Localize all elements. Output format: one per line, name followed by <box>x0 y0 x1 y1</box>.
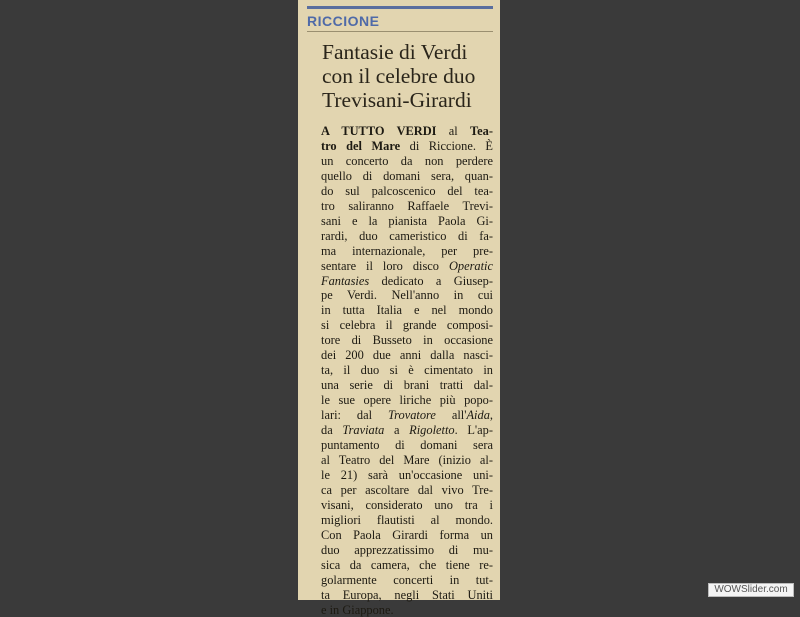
article-line <box>321 408 493 423</box>
article-line <box>321 363 493 378</box>
text-run: ca per ascoltare dal vivo Tre- <box>321 483 493 497</box>
bold-text: Tea- <box>470 124 493 138</box>
text-run: da <box>321 423 342 437</box>
text-run: visani, considerato uno tra i <box>321 498 493 512</box>
article-line <box>321 154 493 169</box>
bold-text: tro del Mare <box>321 139 400 153</box>
text-run: do sul palcoscenico del tea- <box>321 184 493 198</box>
headline-line: Fantasie di Verdi <box>322 40 493 64</box>
article-line <box>321 543 493 558</box>
article-line <box>321 498 493 513</box>
text-run: golarmente concerti in tut- <box>321 573 493 587</box>
article-line <box>321 229 493 244</box>
text-run: ma internazionale, per pre- <box>321 244 493 258</box>
text-run: migliori flautisti al mondo. <box>321 513 493 527</box>
text-run: duo apprezzatissimo di mu- <box>321 543 493 557</box>
article-line <box>321 453 493 468</box>
article-line <box>321 573 493 588</box>
text-run: sentare il loro disco <box>321 259 449 273</box>
article-line <box>321 244 493 259</box>
headline-line: con il celebre duo <box>322 64 493 88</box>
article-line <box>321 558 493 573</box>
text-run: ta Europa, negli Stati Uniti <box>321 588 493 602</box>
headline-line: Trevisani-Girardi <box>322 88 493 112</box>
text-run: sica da camera, che tiene re- <box>321 558 493 572</box>
bold-text: A TUTTO VERDI <box>321 124 437 138</box>
article-line <box>321 139 493 154</box>
article-line <box>321 124 493 139</box>
article-line <box>321 468 493 483</box>
text-run: di Riccione. È <box>400 139 493 153</box>
article-line <box>321 318 493 333</box>
text-run: pe Verdi. Nell'anno in cui <box>321 288 493 302</box>
text-run: Con Paola Girardi forma un <box>321 528 493 542</box>
article-line <box>321 333 493 348</box>
article-line <box>321 274 493 289</box>
top-rule <box>307 6 493 9</box>
watermark: WOWSlider.com <box>708 583 794 597</box>
text-run: al <box>437 124 471 138</box>
italic-text: Rigoletto <box>409 423 454 437</box>
article-line <box>321 348 493 363</box>
article-body <box>321 124 493 617</box>
text-run: rardi, duo cameristico di fa- <box>321 229 493 243</box>
italic-text: Traviata <box>342 423 384 437</box>
headline <box>322 40 493 112</box>
text-run: e in Giappone. <box>321 603 394 617</box>
text-run: tore di Busseto in occasione <box>321 333 493 347</box>
text-run: ta, il duo si è cimentato in <box>321 363 493 377</box>
article-line <box>321 214 493 229</box>
article-line <box>321 378 493 393</box>
article-line <box>321 169 493 184</box>
text-run: si celebra il grande composi- <box>321 318 493 332</box>
text-run: un concerto da non perdere <box>321 154 493 168</box>
article-line <box>321 259 493 274</box>
article-line <box>321 513 493 528</box>
text-run: dedicato a Giusep- <box>369 274 493 288</box>
newspaper-clipping <box>298 0 500 600</box>
italic-text: Operatic <box>449 259 493 273</box>
italic-text: Aida <box>466 408 489 422</box>
text-run: in tutta Italia e nel mondo <box>321 303 493 317</box>
article-line <box>321 303 493 318</box>
article-line <box>321 588 493 603</box>
text-run: tro saliranno Raffaele Trevi- <box>321 199 493 213</box>
text-run: le 21) sarà un'occasione uni- <box>321 468 493 482</box>
article-line <box>321 288 493 303</box>
text-run: al Teatro del Mare (inizio al- <box>321 453 493 467</box>
section-kicker: RICCIONE <box>307 13 493 32</box>
text-run: dei 200 due anni dalla nasci- <box>321 348 493 362</box>
text-run: puntamento di domani sera <box>321 438 493 452</box>
text-run: le sue opere liriche più popo- <box>321 393 493 407</box>
text-run: . L'ap- <box>455 423 493 437</box>
italic-text: Trovatore <box>388 408 436 422</box>
italic-text: Fantasies <box>321 274 369 288</box>
text-run: a <box>384 423 409 437</box>
text-run: all' <box>436 408 467 422</box>
article-line <box>321 528 493 543</box>
article-line <box>321 423 493 438</box>
article-line <box>321 393 493 408</box>
text-run: una serie di brani tratti dal- <box>321 378 493 392</box>
text-run: lari: dal <box>321 408 388 422</box>
article-line <box>321 199 493 214</box>
text-run: , <box>490 408 493 422</box>
text-run: sani e la pianista Paola Gi- <box>321 214 493 228</box>
article-line <box>321 603 493 617</box>
text-run: quello di domani sera, quan- <box>321 169 493 183</box>
article-line <box>321 438 493 453</box>
article-line <box>321 483 493 498</box>
article-line <box>321 184 493 199</box>
